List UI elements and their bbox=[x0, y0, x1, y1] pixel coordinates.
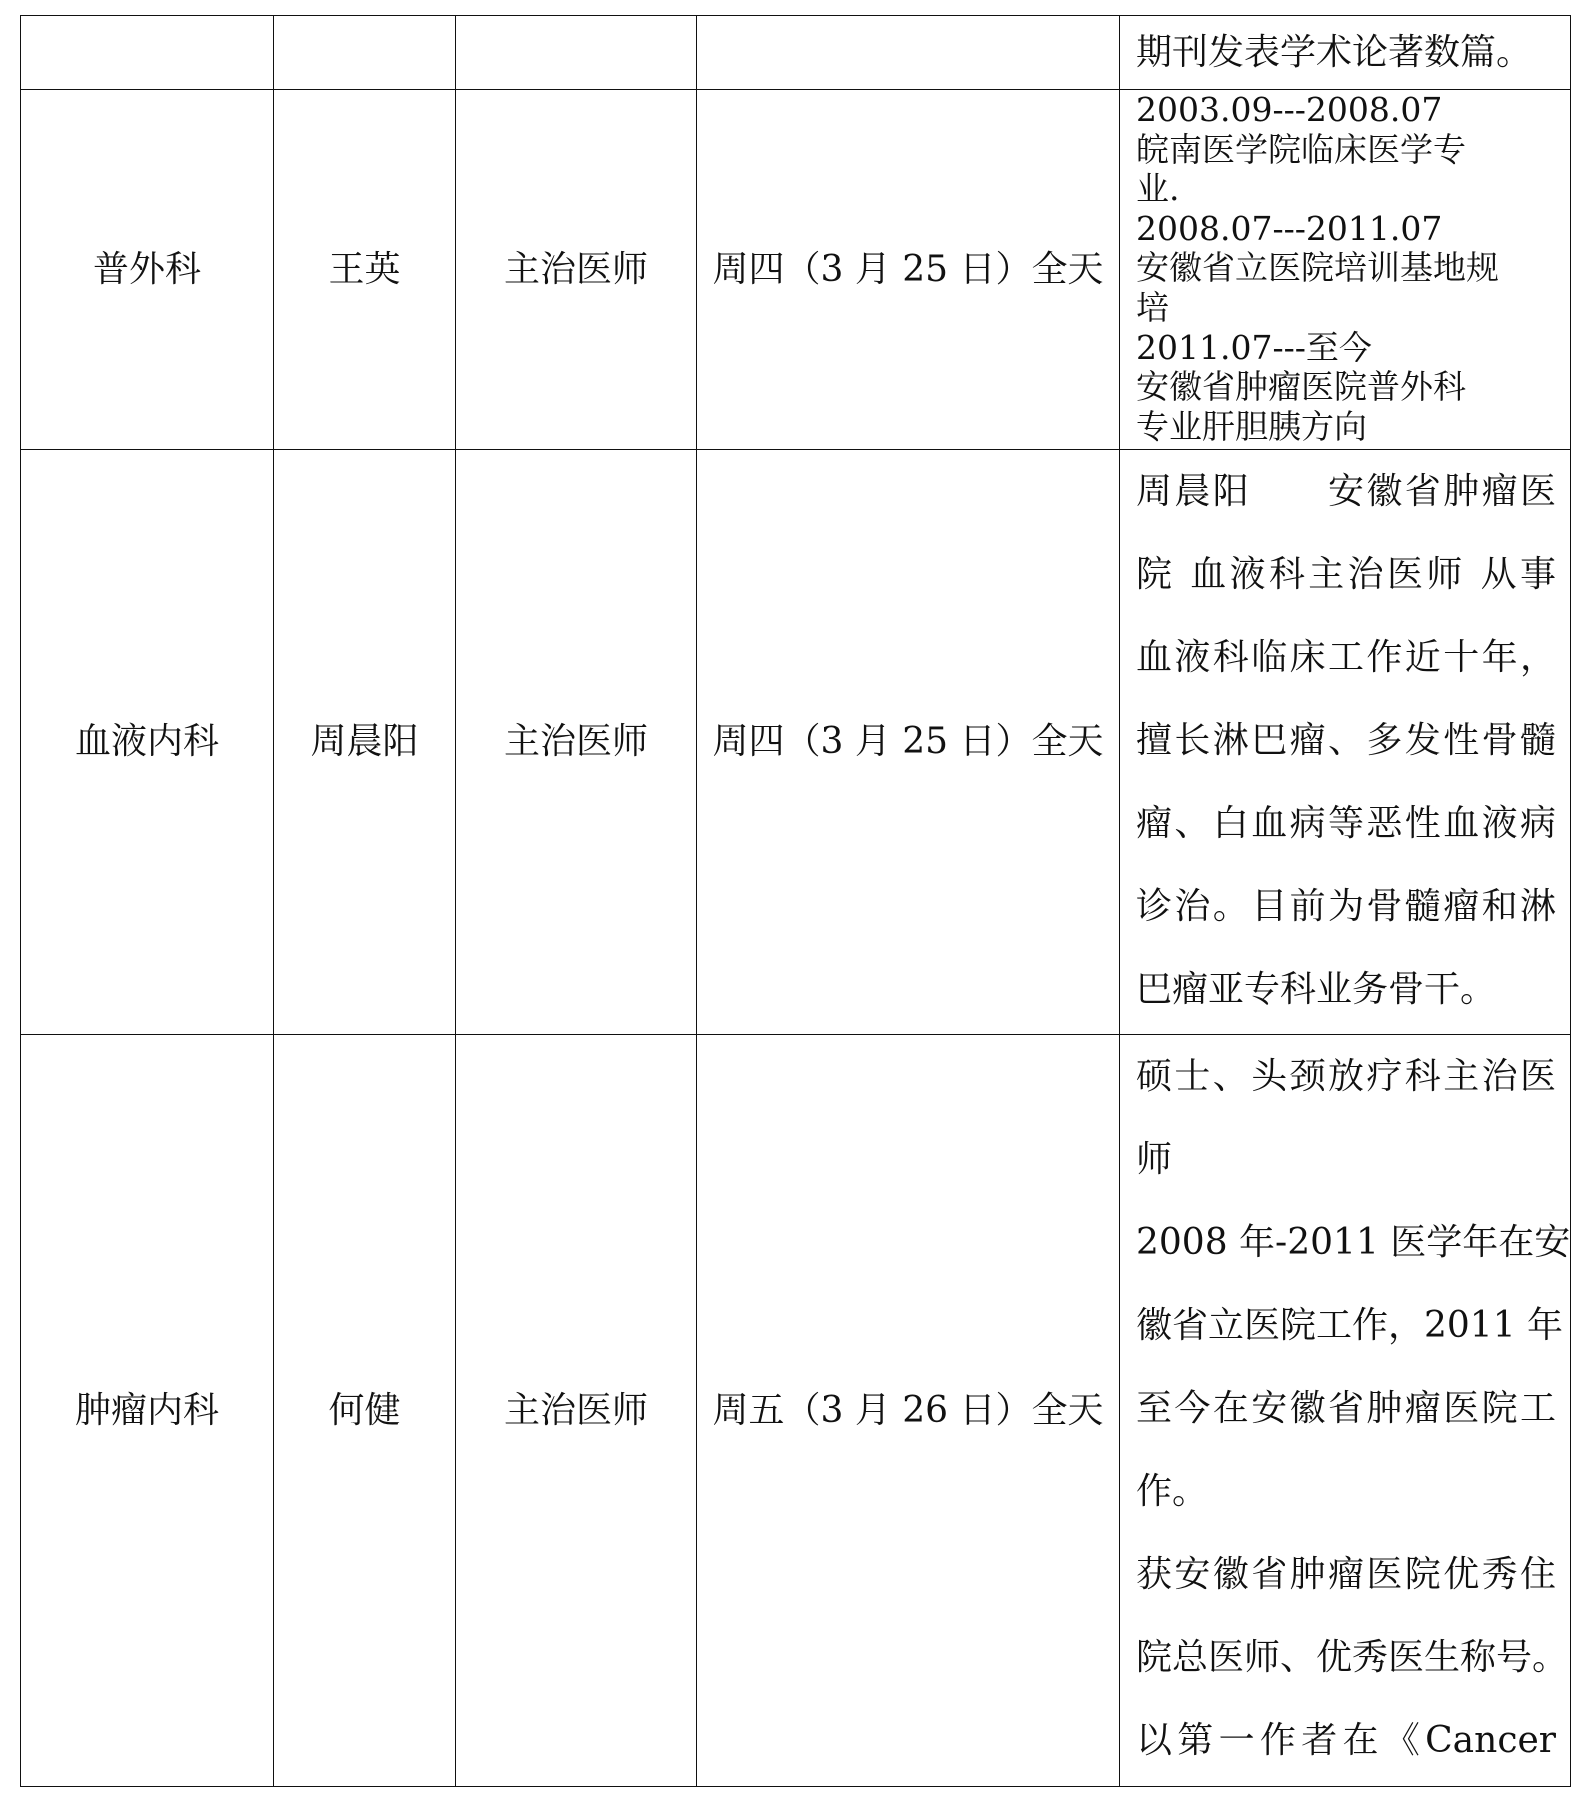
bio-line: 获安徽省肿瘤医院优秀住 bbox=[1136, 1554, 1556, 1595]
bio-line: 期刊发表学术论著数篇。 bbox=[1136, 31, 1533, 73]
table-row bbox=[21, 1035, 1571, 1787]
department-cell: 肿瘤内科 bbox=[21, 1035, 274, 1787]
bio-line: 培 bbox=[1136, 287, 1169, 327]
department-cell bbox=[21, 16, 274, 90]
doctor-schedule-table bbox=[20, 15, 1571, 1787]
bio-line: 师 bbox=[1136, 1139, 1173, 1180]
bio-line: 作。 bbox=[1136, 1471, 1209, 1512]
bio-line: 院 血液科主治医师 从事 bbox=[1136, 554, 1556, 595]
bio-line: 院总医师、优秀医生称号。 bbox=[1136, 1637, 1569, 1678]
bio-cell bbox=[1120, 450, 1571, 1035]
bio-line: 皖南医学院临床医学专 bbox=[1136, 129, 1466, 169]
schedule-cell bbox=[697, 16, 1120, 90]
bio-line: 血液科临床工作近十年， bbox=[1136, 637, 1556, 678]
table-row bbox=[21, 16, 1571, 90]
bio-cell bbox=[1120, 1035, 1571, 1787]
doctor-title-cell: 主治医师 bbox=[456, 90, 697, 450]
bio-line: 巴瘤亚专科业务骨干。 bbox=[1136, 969, 1497, 1010]
department-cell: 普外科 bbox=[21, 90, 274, 450]
bio-line: 2003.09---2008.07 bbox=[1136, 90, 1443, 129]
schedule-cell: 周四（3 月 25 日）全天 bbox=[697, 90, 1120, 450]
table-row bbox=[21, 450, 1571, 1035]
doctor-name-cell: 何健 bbox=[274, 1035, 456, 1787]
table-row bbox=[21, 90, 1571, 450]
bio-line: 2011.07---至今 bbox=[1136, 327, 1372, 367]
bio-line: 瘤、白血病等恶性血液病 bbox=[1136, 803, 1556, 844]
bio-line: 擅长淋巴瘤、多发性骨髓 bbox=[1136, 720, 1556, 761]
schedule-cell: 周四（3 月 25 日）全天 bbox=[697, 450, 1120, 1035]
bio-line: 周晨阳 安徽省肿瘤医 bbox=[1136, 471, 1556, 512]
bio-line: 安徽省立医院培训基地规 bbox=[1136, 248, 1499, 288]
bio-line: 以第一作者在《Cancer bbox=[1136, 1720, 1556, 1761]
bio-line: 业. bbox=[1136, 169, 1180, 209]
doctor-title-cell bbox=[456, 16, 697, 90]
bio-line: 2008 年-2011 医学年在安 bbox=[1136, 1222, 1571, 1263]
bio-line: 诊治。目前为骨髓瘤和淋 bbox=[1136, 886, 1556, 927]
schedule-cell: 周五（3 月 26 日）全天 bbox=[697, 1035, 1120, 1787]
bio-cell bbox=[1120, 90, 1571, 450]
bio-cell bbox=[1120, 16, 1571, 90]
department-cell: 血液内科 bbox=[21, 450, 274, 1035]
doctor-name-cell: 周晨阳 bbox=[274, 450, 456, 1035]
bio-line: 安徽省肿瘤医院普外科 bbox=[1136, 367, 1466, 407]
doctor-title-cell: 主治医师 bbox=[456, 1035, 697, 1787]
bio-line: 至今在安徽省肿瘤医院工 bbox=[1136, 1388, 1556, 1429]
doctor-name-cell bbox=[274, 16, 456, 90]
bio-line: 2008.07---2011.07 bbox=[1136, 208, 1443, 248]
doctor-name-cell: 王英 bbox=[274, 90, 456, 450]
bio-line: 专业肝胆胰方向 bbox=[1136, 406, 1367, 446]
bio-line: 硕士、头颈放疗科主治医 bbox=[1136, 1056, 1556, 1097]
bio-line: 徽省立医院工作，2011 年 bbox=[1136, 1305, 1564, 1346]
doctor-title-cell: 主治医师 bbox=[456, 450, 697, 1035]
